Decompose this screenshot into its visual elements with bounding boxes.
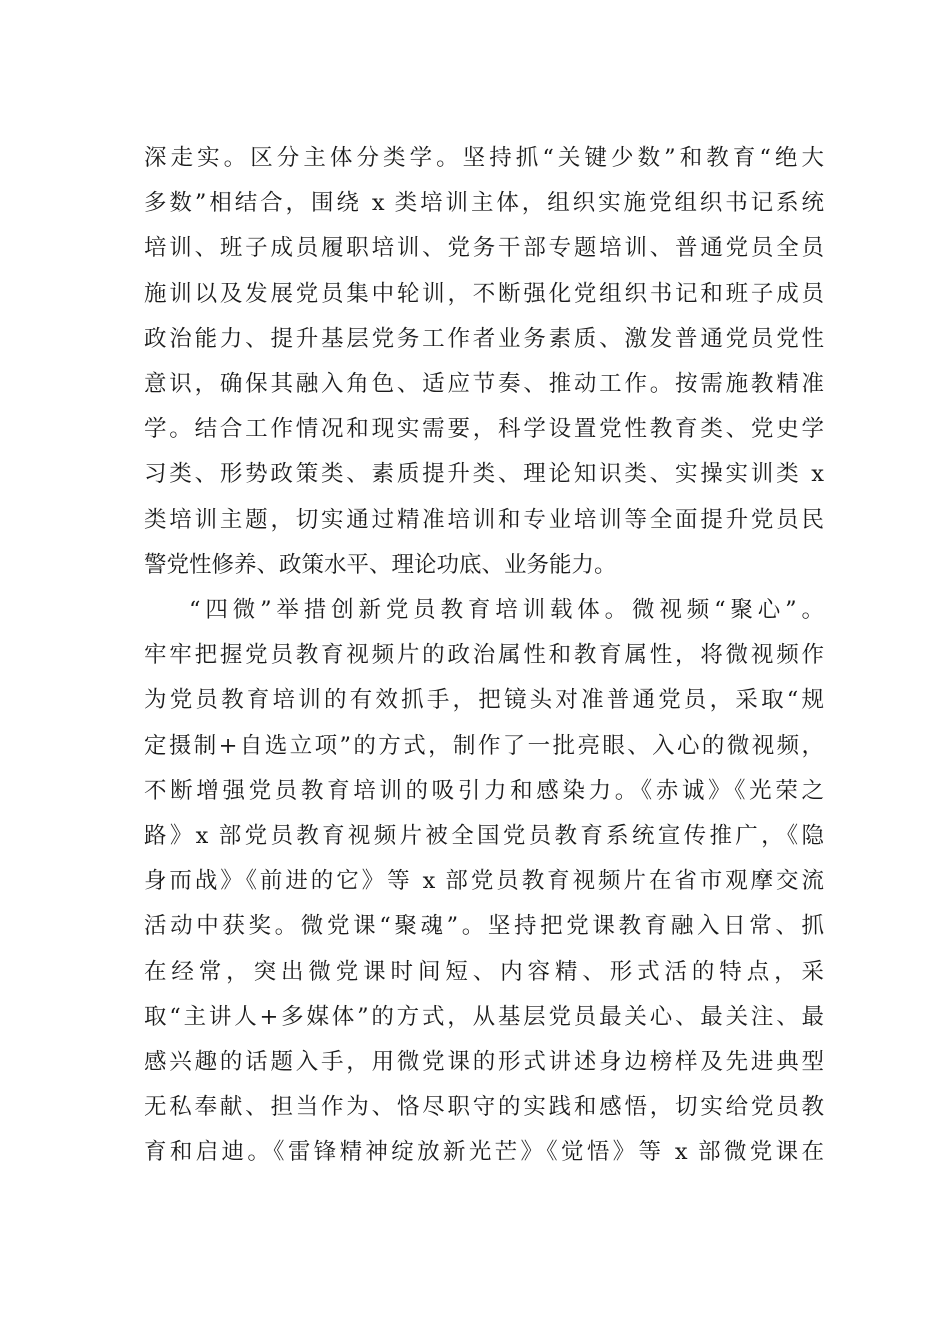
text-line: 施训以及发展党员集中轮训，不断强化党组织书记和班子成员: [144, 280, 824, 307]
text-line: 牢牢把握党员教育视频片的政治属性和教育属性，将微视频作: [144, 642, 824, 669]
text-line: 在经常，突出微党课时间短、内容精、形式活的特点，采: [144, 958, 824, 985]
text-line: 不断增强党员教育培训的吸引力和感染力。《赤诚》《光荣之: [144, 777, 824, 804]
paragraph-four-micro-measures: [144, 588, 824, 1175]
text-line: 警党性修养、政策水平、理论功底、业务能力。: [144, 551, 617, 578]
text-line: 学。结合工作情况和现实需要，科学设置党性教育类、党史学: [144, 416, 824, 443]
text-line: 路》x 部党员教育视频片被全国党员教育系统宣传推广，《隐: [144, 822, 824, 849]
paragraph-training-categories: [144, 136, 824, 588]
text-line: 无私奉献、担当作为、恪尽职守的实践和感悟，切实给党员教: [144, 1094, 824, 1121]
text-line: 多数”相结合，围绕 x 类培训主体，组织实施党组织书记系统: [144, 190, 824, 217]
text-line: 意识，确保其融入角色、适应节奏、推动工作。按需施教精准: [144, 370, 824, 397]
text-line: 政治能力、提升基层党务工作者业务素质、激发普通党员党性: [144, 325, 824, 352]
text-line: 活动中获奖。微党课“聚魂”。坚持把党课教育融入日常、抓: [144, 913, 824, 940]
text-line: “四微”举措创新党员教育培训载体。微视频“聚心”。: [189, 597, 824, 623]
text-line: 培训、班子成员履职培训、党务干部专题培训、普通党员全员: [144, 235, 824, 262]
text-line: 身而战》《前进的它》等 x 部党员教育视频片在省市观摩交流: [144, 868, 824, 895]
text-line: 取“主讲人+多媒体”的方式，从基层党员最关心、最关注、最: [144, 1003, 824, 1030]
text-line: 为党员教育培训的有效抓手，把镜头对准普通党员，采取“规: [144, 687, 824, 714]
text-line: 育和启迪。《雷锋精神绽放新光芒》《觉悟》等 x 部微党课在: [144, 1139, 824, 1166]
text-line: 习类、形势政策类、素质提升类、理论知识类、实操实训类 x: [144, 461, 824, 488]
text-line: 感兴趣的话题入手，用微党课的形式讲述身边榜样及先进典型: [144, 1048, 824, 1075]
text-line: 深走实。区分主体分类学。坚持抓“关键少数”和教育“绝大: [144, 145, 824, 171]
text-line: 类培训主题，切实通过精准培训和专业培训等全面提升党员民: [144, 506, 824, 533]
text-line: 定摄制+自选立项”的方式，制作了一批亮眼、入心的微视频，: [144, 732, 824, 759]
